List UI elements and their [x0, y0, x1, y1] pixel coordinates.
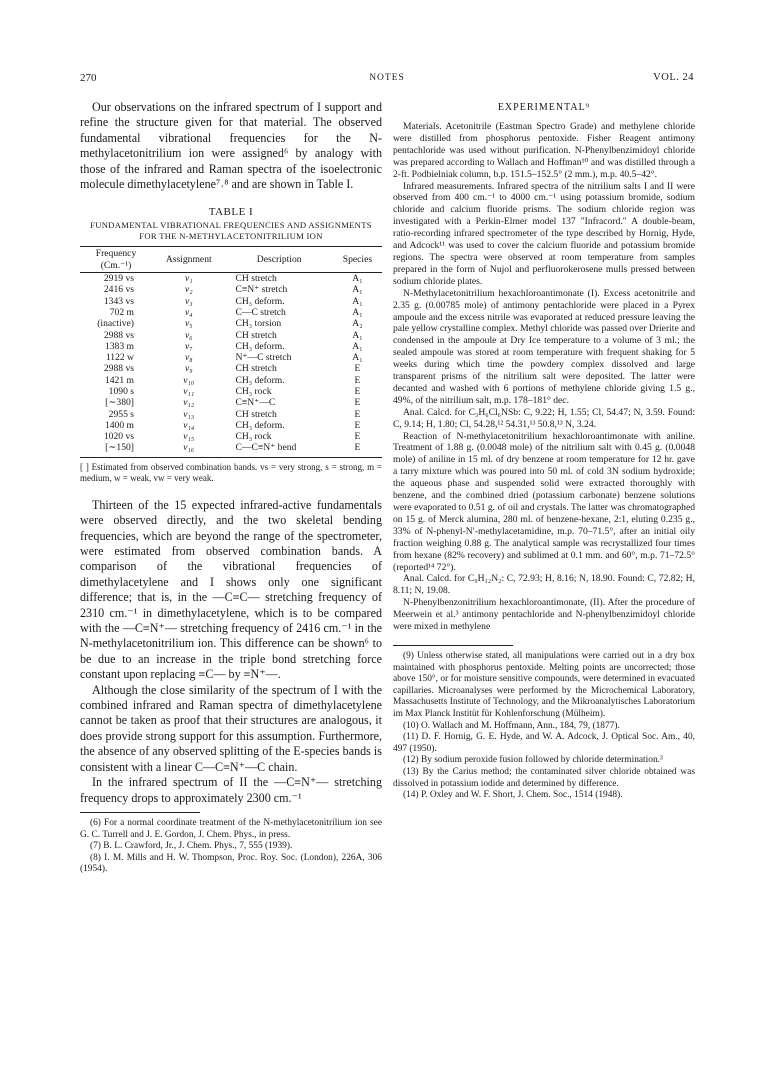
frequency-cell: [∼380] — [105, 397, 134, 409]
frequency-cell: 2416 vs — [103, 284, 134, 296]
assignment-cell: ν₁₄ — [183, 419, 195, 431]
footnote-14: (14) P. Oxley and W. F. Short, J. Chem. Soc., 1514 (1948). — [403, 790, 623, 801]
analysis-i-paragraph: Anal. Calcd. for C₃H₆Cl₆NSb: C, 9.22; H, 1.55; Cl, 54.47; N, 3.59. Found: C, 9.14; H, 1.80; Cl, 54.28,¹² 54.31,¹³ 50.8,¹³ N, 3.24. — [393, 406, 695, 430]
frequency-cell: 1421 m — [104, 374, 134, 386]
description-cell: C≡N⁺ stretch — [235, 284, 288, 296]
assignment-cell: ν₃ — [184, 295, 193, 307]
table-row — [80, 420, 382, 431]
species-cell: E — [354, 408, 361, 420]
footnote-12: (12) By sodium peroxide fusion followed by chloride determination.³ — [403, 755, 663, 766]
right-column — [393, 100, 695, 802]
species-cell: A₁ — [352, 340, 363, 352]
left-column — [80, 100, 382, 876]
footnote-8: (8) I. M. Mills and H. W. Thompson, Proc. Roy. Soc. (London), 226A, 306 (1954). — [80, 852, 382, 875]
footnote-6: (6) For a normal coordinate treatment of the N-methylacetonitrilium ion see G. C. Turrell and J. E. Gordon, J. Chem. Phys., in press. — [80, 817, 382, 840]
frequency-cell: 2988 vs — [103, 363, 134, 375]
description-cell: CH stretch — [235, 363, 277, 375]
table-row — [80, 273, 382, 285]
frequency-cell: 1020 vs — [103, 431, 134, 443]
table-row — [80, 375, 382, 386]
aniline-reaction-paragraph: Reaction of N-methylacetonitrilium hexachloroantimonate with aniline. Treatment of 1.88 g. (0.0048 mole) of the nitrilium salt with 0.45 g. (0.0048 mole) of aniline in 15 ml. of dry benzene at room temperature for 12 hr. gave a tarry mixture which was poured into 50 ml. of cold 3N sodium hydroxide; the aqueous phase and suspended solid were extracted thoroughly with benzene, and the combined dried (potassium carbonate) benzene solutions were evaporated to 0.51 g. of oil and crystals. The latter was chromatographed on 15 g. of Merck alumina, 280 ml. of benzene-hexane, 2:1, eluting 0.235 g., 33% of N-phenyl-N′-methylacetamidine, m.p. 70–71.5°, after an initial oily fraction weighing 0.88 g. The analytical sample was recrystallized four times from hexane (82% recovery) and sublimed at 0.1 mm. and 60°, m.p. 71–72.5° (reported¹⁴ 72°). — [393, 430, 695, 573]
description-cell: CH stretch — [235, 329, 277, 341]
description-cell: CH₃ deform. — [235, 340, 285, 352]
frequency-cell: (inactive) — [97, 318, 134, 330]
table-row — [80, 431, 382, 442]
assignment-cell: ν₈ — [184, 352, 193, 364]
header-frequency: Frequency (Cm.⁻¹) — [95, 248, 137, 271]
species-cell: E — [354, 374, 361, 386]
assignment-cell: ν₉ — [184, 363, 193, 375]
footnote-rule-right — [393, 645, 513, 646]
description-cell: C—C stretch — [235, 306, 286, 318]
description-cell: CH₃ deform. — [235, 295, 285, 307]
description-cell: N⁺—C stretch — [235, 352, 292, 364]
experimental-heading: EXPERIMENTAL⁹ — [497, 102, 591, 113]
table-row — [80, 363, 382, 374]
table-row — [80, 397, 382, 408]
frequency-cell: 1090 s — [108, 386, 134, 397]
description-cell: CH₃ rock — [235, 431, 272, 443]
paragraph-3: Although the close similarity of the spectrum of I with the combined infrared and Raman spectra of dimethylacetylene cannot be taken as proof that their structures are analogous, it does provide strong support for this assumption. Furthermore, the absence of any observed splitting of the E-species bands is consistent with a linear C—C≡N⁺—C chain. — [80, 682, 382, 774]
table-row — [80, 330, 382, 341]
description-cell: C≡N⁺—C — [235, 397, 276, 409]
species-cell: E — [354, 363, 361, 375]
species-cell: E — [354, 419, 361, 431]
species-cell: E — [354, 442, 361, 454]
frequency-table — [80, 246, 382, 457]
table-header-row — [80, 247, 382, 273]
paragraph-2: Thirteen of the 15 expected infrared-active fundamentals were observed directly, and the two skeletal bending frequencies, which are beyond the range of the spectrometer, were estimated from observed combination bands. A comparison of the vibrational frequencies of dimethylacetylene and I shows only one significant difference; that is, in the —C≡C— stretching frequency of 2310 cm.⁻¹ in dimethylacetylene, which is to be compared with the —C≡N⁺— stretching frequency of 2416 cm.⁻¹ in the N-methylacetonitrilium ion. This difference can be shown⁶ to be due to an increase in the triple bond stretching force constant upon replacing ≡C— by ≡N⁺—. — [80, 497, 382, 682]
table-title: TABLE I — [208, 206, 254, 219]
table-row — [80, 409, 382, 420]
assignment-cell: ν₁₂ — [183, 397, 195, 409]
table-row — [80, 352, 382, 363]
description-cell: CH stretch — [235, 273, 277, 285]
species-cell: A₁ — [352, 352, 363, 364]
frequency-cell: [∼150] — [105, 442, 134, 454]
analysis-amidine-paragraph: Anal. Calcd. for C₉H₁₂N₂: C, 72.93; H, 8.16; N, 18.90. Found: C, 72.82; H, 8.11; N, 19.08. — [393, 573, 695, 597]
description-cell: CH₃ rock — [235, 386, 272, 397]
volume-label: VOL. 24 — [653, 72, 694, 83]
footnote-9: (9) Unless otherwise stated, all manipulations were carried out in a dry box maintained with phosphorus pentoxide. Melting points are uncorrected; those above 150°, or for moisture sensitive compounds, were determined in evacuated capillaries. Microanalyses were performed by the Microchemical Laboratory, Massachusetts Institute of Technology, and the Mikroanalytisches Laboratorium im Max Planck Institüt für Kohlenforschung (Mülheim). — [393, 650, 695, 719]
table-row — [80, 386, 382, 397]
table-row — [80, 442, 382, 457]
table-row — [80, 296, 382, 307]
description-cell: C—C≡N⁺ bend — [235, 442, 297, 454]
table-row — [80, 318, 382, 329]
frequency-cell: 1400 m — [104, 419, 134, 431]
header-species: Species — [342, 254, 373, 266]
intro-paragraph: Our observations on the infrared spectrum of I support and refine the structure given for that material. The observed fundamental vibrational frequencies for the N-methylacetonitrilium ion were assigned⁶ by analogy with those of the infrared and Raman spectra of the isoelectronic molecule dimethylacetylene⁷˒⁸ and are shown in Table I. — [80, 100, 382, 192]
assignment-cell: ν₆ — [184, 329, 193, 341]
species-cell: A₁ — [352, 329, 363, 341]
running-head: NOTES — [369, 73, 405, 83]
assignment-cell: ν₁₆ — [183, 442, 195, 454]
footnote-10: (10) O. Wallach and M. Hoffmann, Ann., 184, 79, (1877). — [403, 720, 620, 731]
header-description: Description — [256, 254, 302, 266]
description-cell: CH₃ deform. — [235, 419, 285, 431]
frequency-cell: 702 m — [109, 306, 134, 318]
table-row — [80, 307, 382, 318]
description-cell: CH₃ deform. — [235, 374, 285, 386]
species-cell: A₁ — [352, 306, 363, 318]
assignment-cell: ν₁₀ — [183, 374, 195, 386]
species-cell: E — [354, 386, 361, 397]
footnote-13: (13) By the Carius method; the contaminated silver chloride obtained was dissolved in potassium iodide and determined by difference. — [393, 766, 695, 789]
assignment-cell: ν₁₁ — [183, 386, 195, 397]
species-cell: A₁ — [352, 284, 363, 296]
table-row — [80, 284, 382, 295]
assignment-cell: ν₁₅ — [183, 431, 195, 443]
assignment-cell: ν₂ — [184, 284, 193, 296]
frequency-cell: 2988 vs — [103, 329, 134, 341]
table-row — [80, 341, 382, 352]
species-cell: A₁ — [352, 295, 363, 307]
footnote-rule — [80, 812, 200, 813]
header-assignment: Assignment — [165, 254, 212, 266]
page-number: 270 — [80, 72, 97, 84]
materials-paragraph: Materials. Acetonitrile (Eastman Spectro Grade) and methylene chloride were distilled from phosphorus pentoxide. Fisher Reagent antimony pentachloride was used without purification. N-Phenylbenzimidoyl chloride was prepared according to Wallach and Hoffman¹⁰ and was distilled through a 2-ft. Podbielniak column, b.p. 151.5–152.5° (2 mm.), m.p. 40.5–42°. — [393, 121, 695, 180]
assignment-cell: ν₁₃ — [183, 408, 195, 420]
assignment-cell: ν₅ — [184, 318, 193, 330]
assignment-cell: ν₄ — [184, 306, 193, 318]
species-cell: A₂ — [352, 318, 363, 330]
assignment-cell: ν₇ — [184, 340, 193, 352]
species-cell: A₁ — [352, 273, 363, 285]
footnote-11: (11) D. F. Hornig, G. E. Hyde, and W. A. Adcock, J. Optical Soc. Am., 40, 497 (1950). — [393, 732, 695, 754]
description-cell: CH₃ torsion — [235, 318, 282, 330]
assignment-cell: ν₁ — [184, 273, 193, 285]
frequency-cell: 1383 m — [104, 340, 134, 352]
species-cell: E — [354, 397, 361, 409]
species-cell: E — [354, 431, 361, 443]
paragraph-4: In the infrared spectrum of II the —C≡N⁺— stretching frequency drops to approximately 2300 cm.⁻¹ — [80, 775, 382, 805]
table-subtitle: FUNDAMENTAL VIBRATIONAL FREQUENCIES AND ASSIGNMENTS FOR THE N-METHYLACETONITRILIUM ION — [90, 220, 372, 242]
footnote-7: (7) B. L. Crawford, Jr., J. Chem. Phys., 7, 555 (1939). — [90, 841, 293, 852]
frequency-cell: 2955 s — [108, 408, 134, 420]
frequency-cell: 1343 vs — [103, 295, 134, 307]
frequency-cell: 2919 vs — [103, 273, 134, 285]
table-note: [ ] Estimated from observed combination bands. vs = very strong, s = strong, m = medium, w = weak, vw = very weak. — [80, 461, 382, 483]
frequency-cell: 1122 w — [105, 352, 134, 364]
salt-ii-paragraph: N-Phenylbenzonitrilium hexachloroantimonate, (II). After the procedure of Meerwein et al.³ antimony pentachloride and N-phenylbenzimidoyl chloride were mixed in methylene — [393, 597, 695, 633]
infrared-paragraph: Infrared measurements. Infrared spectra of the nitrilium salts I and II were observed from 400 cm.⁻¹ to 4000 cm.⁻¹ using potassium bromide, sodium chloride and calcium fluoride prisms. The sodium chloride region was investigated with a Perkin-Elmer model 137 "Infracord." A double-beam, ratio-recording infrared spectrometer of the type described by Hornig, Hyde, and Adcock¹¹ was used to cover the calcium fluoride and potassium bromide regions. The spectra were observed at room temperature from samples prepared in the form of Nujol and perfluorokerosene mulls pressed between sodium chloride plates. — [393, 180, 695, 287]
page-header — [80, 72, 694, 86]
description-cell: CH stretch — [235, 408, 277, 420]
salt-i-paragraph: N-Methylacetonitrilium hexachloroantimonate (I). Excess acetonitrile and 2.35 g. (0.00785 mole) of antimony pentachloride were placed in a Pyrex ampoule and the excess nitrile was evaporated at reduced pressure leaving the pale yellow crystalline complex. Methyl chloride was passed over Drierite and condensed in the ampoule at Dry Ice temperature to a volume of 3 ml.; the sealed ampoule was stored at room temperature with frequent shaking for 5 weeks during which time the powdery complex dissolved and large transparent prisms of the nitrilium salt were deposited. The latter were decanted and washed with 6 portions of methylene chloride giving 1.5 g., 49%, of the nitrilium salt, m.p. 178–181° dec. — [393, 287, 695, 406]
